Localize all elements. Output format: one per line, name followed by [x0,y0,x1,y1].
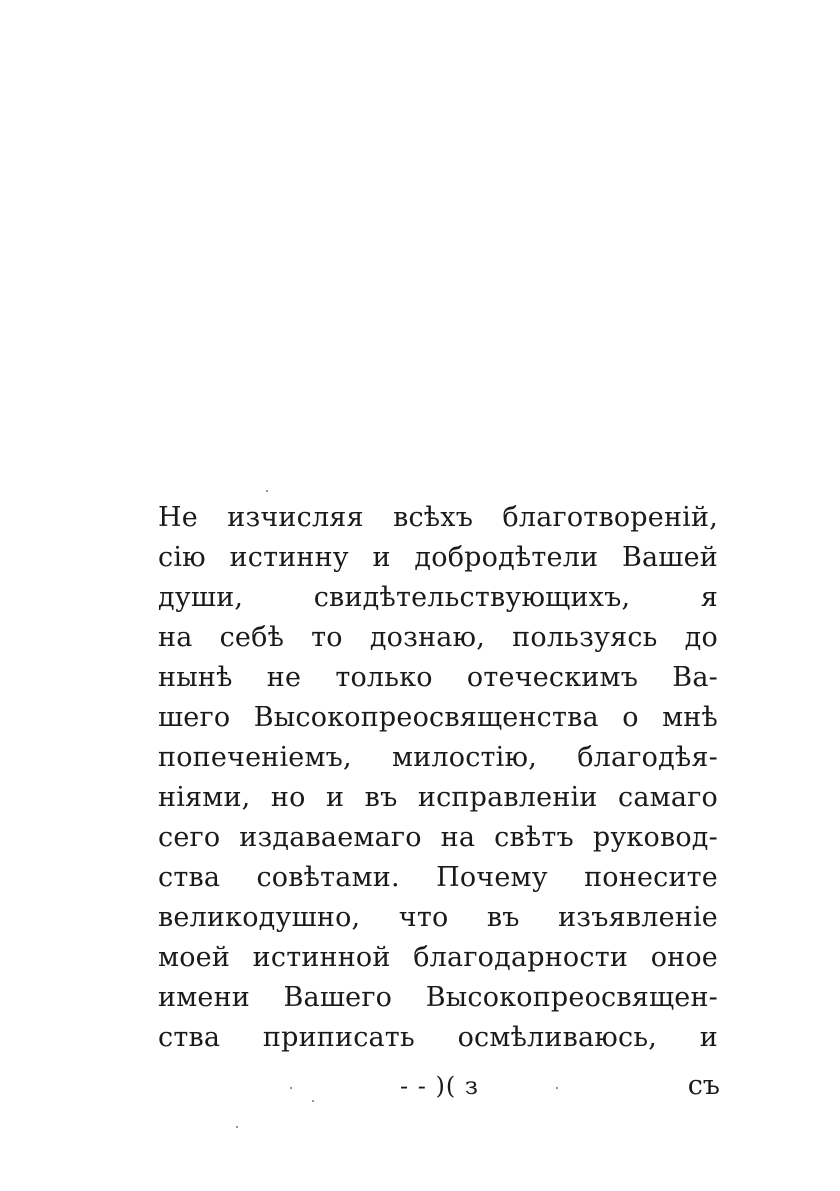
word: истинной [252,942,391,973]
text-line [158,498,718,538]
word: но [270,782,306,813]
dedication-text [158,498,718,1058]
word: благодѣя- [577,742,718,773]
text-line [158,618,718,658]
word: я [700,582,718,613]
word: исправленіи [417,782,598,813]
word: Вашего [283,982,393,1013]
word: благодарности [413,942,629,973]
word: руковод- [592,822,718,853]
print-speck [290,1087,292,1089]
print-speck [266,490,268,492]
word: въ [486,902,520,933]
word: Почему [436,862,548,893]
word: всѣхъ [393,502,474,533]
signature-mark: - - )( з [400,1072,479,1100]
word: дознаю, [369,622,486,653]
word: понесите [584,862,718,893]
word: мнѣ [662,702,718,733]
word: Вашей [621,542,718,573]
word: ніями, [158,782,251,813]
word: добродѣтели [414,542,599,573]
word: до [684,622,718,653]
text-line [158,818,718,858]
text-line [158,778,718,818]
word: не [266,662,302,693]
text-line [158,858,718,898]
word: сію [158,542,206,573]
word: Высокопреосвящен- [425,982,718,1013]
word: ства [158,862,221,893]
word: нынѣ [158,662,233,693]
word: на [440,822,476,853]
word: на [158,622,193,653]
word: Высокопреосвященства [253,702,599,733]
print-speck [556,1087,558,1089]
text-line [158,938,718,978]
word: что [398,902,449,933]
word: души, [158,582,244,613]
page-footer [300,1066,720,1106]
word: оное [650,942,718,973]
text-line [158,978,718,1018]
text-line [158,538,718,578]
word: то [311,622,343,653]
word: въ [364,782,398,813]
word: себѣ [219,622,285,653]
text-line [158,698,718,738]
word: пользуясь [512,622,658,653]
text-line [158,578,718,618]
word: и [699,1022,718,1053]
text-line [158,898,718,938]
word: свѣтъ [494,822,574,853]
print-speck [236,1126,238,1128]
text-line [158,1018,718,1058]
word: Ва- [672,662,718,693]
word: только [335,662,433,693]
word: имени [158,982,250,1013]
word: и [326,782,345,813]
word: шего [158,702,231,733]
word: осмѣливаюсь, [457,1022,658,1053]
word: истинну [229,542,349,573]
word: приписать [262,1022,415,1053]
word: милостію, [392,742,538,773]
word: совѣтами. [256,862,400,893]
word: благотвореній, [502,502,718,533]
word: издаваемаго [239,822,422,853]
word: моей [158,942,231,973]
word: изъявленіе [558,902,718,933]
word: самаго [618,782,718,813]
word: ства [158,1022,221,1053]
word: изчисляя [227,502,364,533]
catchword: съ [687,1070,720,1101]
word: сего [158,822,221,853]
text-line [158,658,718,698]
print-speck [312,1100,314,1102]
word: отеческимъ [466,662,639,693]
word: попеченіемъ, [158,742,352,773]
text-line [158,738,718,778]
word: свидѣтельствующихъ, [313,582,631,613]
word: Не [158,502,198,533]
word: и [372,542,391,573]
word: о [622,702,639,733]
word: великодушно, [158,902,361,933]
